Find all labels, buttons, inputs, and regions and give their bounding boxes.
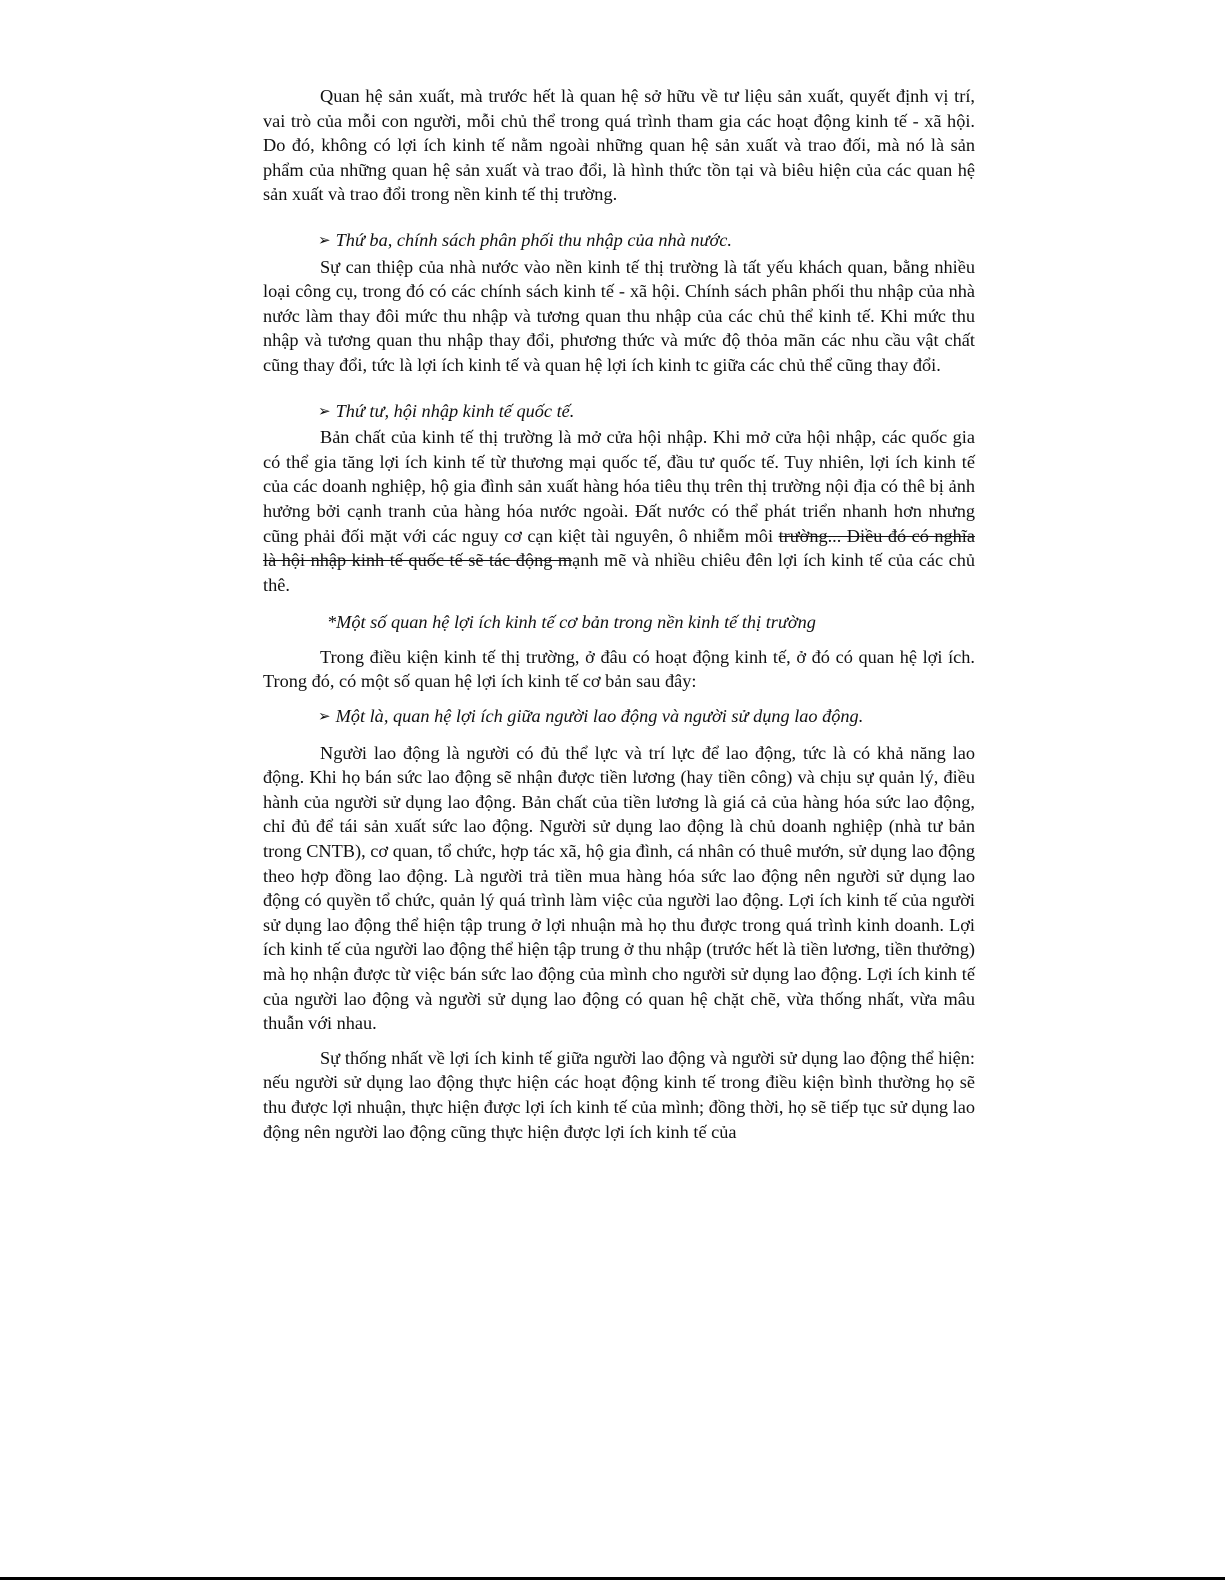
arrow-bullet-icon: ➢ (318, 709, 331, 726)
spacer (263, 694, 975, 704)
integration-text-start: Bản chất của kinh tế thị trường là mở cửa hội nhập. Khi mở cửa hội nhập, các quốc gia có thể gia tăng lợi ích kinh tế từ thương mại quốc tế, đầu tư quốc tế. Tuy nhiên, lợi ích kinh tế của các doanh nghiệp, hộ gia đình sản xuất hàng hóa tiêu thụ trên thị trường nội địa có thê bị ảnh hưởng bởi cạnh tranh của hàng hóa nước ngoài. Đất nước có thể phát triển nhanh hơn nhưng cũng phải đối mặt với các nguy cơ cạn kiệt tài nguyên, ô nhiễm môi (263, 427, 975, 546)
heading-third-factor (263, 228, 975, 255)
arrow-bullet-icon: ➢ (318, 403, 331, 420)
spacer (263, 731, 975, 741)
struck-through-text: trường... Điều đó có nghĩa là hội nhập kinh tế quốc tế sẽ tác động m (263, 525, 975, 571)
heading-fourth-factor (263, 399, 975, 426)
integration-text-end: ạnh mẽ và nhiều chiêu đên lợi ích kinh tế của các chủ thê. (263, 550, 975, 595)
spacer (263, 635, 975, 645)
spacer (263, 597, 975, 610)
spacer (263, 207, 975, 228)
heading-third-factor-text: Thứ ba, chính sách phân phối thu nhập của nhà nước. (335, 229, 732, 250)
paragraph-relations-of-production: Quan hệ sản xuất, mà trước hết là quan hệ sở hữu về tư liệu sản xuất, quyết định vị trí, vai trò của mỗi con người, mỗi chủ thể trong quá trình tham gia các hoạt động kinh tế - xã hội. Do đó, không có lợi ích kinh tế nằm ngoài những quan hệ sản xuất và trao đối, mà nó là sản phẩm của những quan hệ sản xuất và trao đổi, là hình thức tồn tại và biêu hiện của các quan hệ sản xuất và trao đổi trong nền kinh tế thị trường. (263, 86, 975, 205)
paragraph-market-conditions: Trong điều kiện kinh tế thị trường, ở đâu có hoạt động kinh tế, ở đó có quan hệ lợi ích. Trong đó, có một số quan hệ lợi ích kinh tế cơ bản sau đây: (263, 646, 975, 692)
page-bottom-border (0, 1577, 1225, 1580)
arrow-bullet-icon: ➢ (318, 232, 331, 249)
document-page (263, 84, 975, 1144)
spacer (263, 1036, 975, 1046)
paragraph-state-distribution-policy: Sự can thiệp của nhà nước vào nền kinh tế thị trường là tất yếu khách quan, bằng nhiều loại công cụ, trong đó có các chính sách kinh tế - xã hội. Chính sách phân phối thu nhập của nhà nước làm thay đôi mức thu nhập và tương quan thu nhập của các chủ thể kinh tế. Khi mức thu nhập và tương quan thu nhập thay đổi, phương thức và mức độ thỏa mãn các nhu cầu vật chất cũng thay đổi, tức là lợi ích kinh tế và quan hệ lợi ích kinh tc giữa các chủ thể cũng thay đổi. (263, 256, 975, 375)
heading-first-relation (263, 704, 975, 731)
spacer (263, 378, 975, 399)
heading-first-relation-text: Một là, quan hệ lợi ích giữa người lao động và người sử dụng lao động. (335, 706, 864, 727)
paragraph-international-integration (263, 425, 975, 597)
section-title-basic-relations: *Một số quan hệ lợi ích kinh tế cơ bản trong nền kinh tế thị trường (327, 612, 816, 633)
paragraph-unity-of-interests: Sự thống nhất về lợi ích kinh tế giữa người lao động và người sử dụng lao động thể hiện: nếu người sử dụng lao động thực hiện các hoạt động kinh tế trong điều kiện bình thường họ sẽ thu được lợi nhuận, thực hiện được lợi ích kinh tế của mình; đồng thời, họ sẽ tiếp tục sử dụng lao động nên người lao động cũng thực hiện được lợi ích kinh tế của (263, 1047, 975, 1142)
heading-fourth-factor-text: Thứ tư, hội nhập kinh tế quốc tế. (335, 400, 575, 421)
paragraph-worker-employer: Người lao động là người có đủ thể lực và trí lực để lao động, tức là có khả năng lao động. Khi họ bán sức lao động sẽ nhận được tiền lương (hay tiền công) và chịu sự quản lý, điều hành của người sử dụng lao động. Bản chất của tiền lương là giá cả của hàng hóa sức lao động, chỉ đủ để tái sản xuất sức lao động. Người sử dụng lao động là chủ doanh nghiệp (nhà tư bản trong CNTB), cơ quan, tổ chức, hợp tác xã, hộ gia đình, cá nhân có thuê mướn, sử dụng lao động theo hợp đồng lao động. Là người trả tiền mua hàng hóa sức lao động nên người sử dụng lao động có quyền tổ chức, quản lý quá trình làm việc của người lao động. Lợi ích kinh tế của người sử dụng lao động thể hiện tập trung ở lợi nhuận mà họ thu được trong quá trình kinh doanh. Lợi ích kinh tế của người lao động thể hiện tập trung ở thu nhập (trước hết là tiền lương, tiền thưởng) mà họ nhận được từ việc bán sức lao động của mình cho người sử dụng lao động. Lợi ích kinh tế của người lao động và người sử dụng lao động có quan hệ chặt chẽ, vừa thống nhất, vừa mâu thuẫn với nhau. (263, 742, 975, 1034)
